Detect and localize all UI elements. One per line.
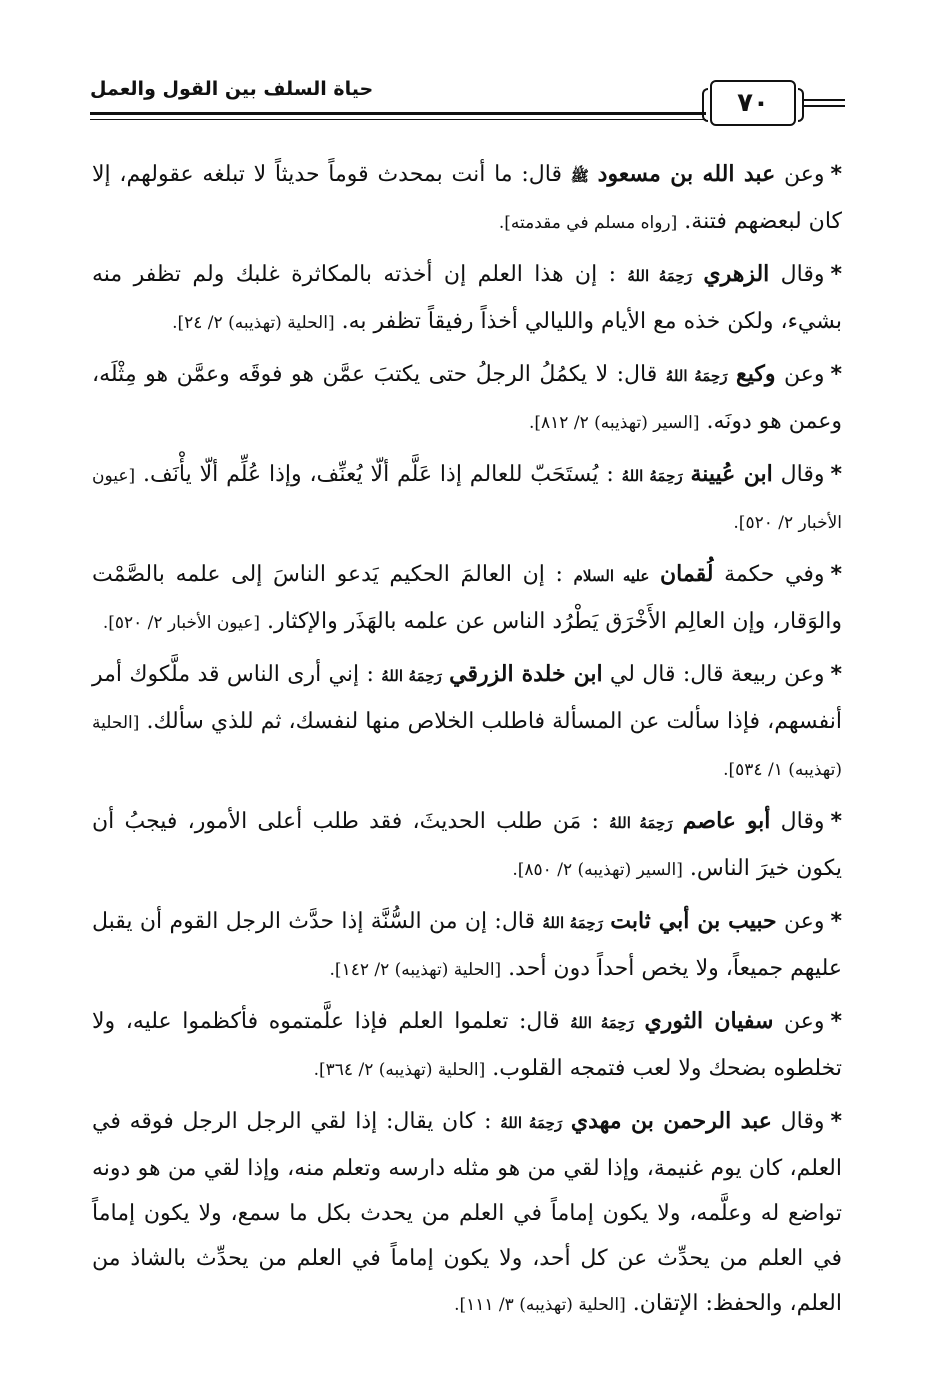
- narrator-name: سفيان الثوري: [644, 1008, 774, 1034]
- source-reference: [الحلية (تهذيبه) ٣/ ١١١].: [454, 1295, 626, 1315]
- bullet-star: *: [830, 909, 842, 934]
- header-rule-short-top: [802, 99, 845, 101]
- lead-text: وعن: [775, 362, 825, 387]
- page-header: [90, 72, 845, 132]
- quote-text: قال: لا يكمُلُ الرجلُ حتى يكتبَ عمَّن هو فوقَه وعمَّن هو مِثْلَه، وعمن هو دونَه.: [92, 362, 842, 434]
- page-number: ٧٠: [710, 80, 796, 126]
- narrator-name: ابن خلدة الزرقي: [449, 661, 603, 687]
- source-reference: [عيون الأخبار ٢/ ٥٢٠].: [102, 613, 260, 633]
- paragraph: [92, 652, 842, 793]
- paragraph: [92, 152, 842, 246]
- quote-text: : يُستَحَبّ للعالم إذا عَلَّم ألّا يُعنِّف، وإذا عُلِّم ألّا يأْنَف.: [143, 462, 614, 487]
- bullet-star: *: [830, 1009, 843, 1034]
- honorific: رَحِمَهُ اللهُ: [500, 1114, 563, 1132]
- narrator-name: عبد الرحمن بن مهدي: [570, 1108, 772, 1134]
- header-rule-thick: [90, 112, 706, 115]
- honorific: ﷺ: [570, 167, 589, 185]
- honorific: رَحِمَهُ اللهُ: [609, 814, 673, 832]
- paragraph: [92, 899, 842, 993]
- honorific: عليه السلام: [573, 567, 650, 585]
- header-rule-short-bottom: [802, 105, 845, 107]
- quote-text: : إن العالمَ الحكيم يَدعو الناسَ إلى علمه بالصَّمْت والوَقار، وإن العالِم الأَخْرَق يَطْرُد الناس عن علمه بالهَذَر والإكثار.: [92, 562, 842, 634]
- lead-text: وقال: [770, 809, 825, 834]
- quote-text: : مَن طلب الحديثَ، فقد طلب أعلى الأمور، فيجبُ أن يكون خيرَ الناس.: [92, 809, 842, 881]
- honorific: رَحِمَهُ اللهُ: [381, 667, 442, 685]
- honorific: رَحِمَهُ اللهُ: [542, 914, 603, 932]
- page-body: [92, 152, 842, 1334]
- bullet-star: *: [830, 462, 842, 487]
- lead-text: وقال: [769, 262, 825, 287]
- source-reference: [الحلية (تهذيبه) ١/ ٥٣٤].: [92, 713, 842, 780]
- narrator-name: الزهري: [703, 261, 770, 287]
- honorific: رَحِمَهُ اللهُ: [665, 367, 728, 385]
- bullet-star: *: [830, 809, 842, 834]
- source-reference: [السير (تهذيبه) ٢/ ٨٥٠].: [512, 860, 683, 880]
- lead-text: وقال: [771, 1109, 825, 1134]
- source-reference: [الحلية (تهذيبه) ٢/ ٢٤].: [172, 313, 335, 333]
- source-reference: [عيون الأخبار ٢/ ٥٢٠].: [92, 466, 842, 533]
- narrator-name: عبد الله بن مسعود: [597, 161, 776, 187]
- narrator-name: لُقمان: [660, 561, 714, 587]
- narrator-name: وكيع: [736, 361, 776, 387]
- source-reference: [الحلية (تهذيبه) ٢/ ١٤٢].: [329, 960, 502, 980]
- paragraph: [92, 1099, 842, 1328]
- narrator-name: ابن عُيينة: [690, 461, 773, 487]
- bullet-star: *: [830, 162, 842, 187]
- bullet-star: *: [830, 362, 842, 387]
- lead-text: وعن: [775, 162, 825, 187]
- lead-text: وعن: [776, 909, 825, 934]
- narrator-name: أبو عاصم: [682, 808, 771, 834]
- honorific: رَحِمَهُ اللهُ: [570, 1014, 634, 1032]
- header-rule-thin: [90, 119, 706, 120]
- paragraph: [92, 799, 842, 893]
- source-reference: [الحلية (تهذيبه) ٢/ ٣٦٤].: [313, 1060, 486, 1080]
- paragraph: [92, 352, 842, 446]
- quote-text: قال: ما أنت بمحدث قوماً حديثاً لا تبلغه عقولهم، إلا كان لبعضهم فتنة.: [92, 162, 842, 234]
- paragraph: [92, 252, 842, 346]
- source-reference: [السير (تهذيبه) ٢/ ٨١٢].: [529, 413, 700, 433]
- paragraph: [92, 552, 842, 646]
- honorific: رَحِمَهُ اللهُ: [627, 267, 692, 285]
- lead-text: وقال: [772, 462, 825, 487]
- bullet-star: *: [830, 562, 842, 587]
- running-title: حياة السلف بين القول والعمل: [90, 78, 374, 100]
- quote-text: قال: تعلموا العلم فإذا علَّمتموه فأكظموا عليه، ولا تخلطوه بضحك ولا لعب فتمجه القلوب.: [92, 1009, 842, 1081]
- quote-text: : إن هذا العلم إن أخذته بالمكاثرة غلبك ولم تظفر منه بشيء، ولكن خذه مع الأيام والليالي أخذاً رفيقاً تظفر به.: [92, 262, 842, 334]
- paragraph: [92, 999, 842, 1093]
- bullet-star: *: [830, 1109, 842, 1134]
- narrator-name: حبيب بن أبي ثابت: [610, 908, 777, 934]
- lead-text: وفي حكمة: [713, 562, 825, 587]
- paragraph: [92, 452, 842, 546]
- honorific: رَحِمَهُ اللهُ: [621, 467, 683, 485]
- quote-text: : إني أرى الناس قد ملَّكوك أمر أنفسهم، فإذا سألت عن المسألة فاطلب الخلاص منها لنفسك، ثم للذي سألك.: [92, 662, 842, 734]
- quote-text: قال: إن من السُّنَّة إذا حدَّث الرجل القوم أن يقبل عليهم جميعاً، ولا يخص أحداً دون أحد.: [92, 909, 842, 981]
- bullet-star: *: [830, 662, 842, 687]
- lead-text: وعن: [773, 1009, 825, 1034]
- lead-text: وعن ربيعة قال: قال لي: [602, 662, 825, 687]
- source-reference: [رواه مسلم في مقدمته].: [498, 213, 678, 233]
- bullet-star: *: [830, 262, 843, 287]
- quote-text: : كان يقال: إذا لقي الرجل الرجل فوقه في العلم، كان يوم غنيمة، وإذا لقي من هو مثله دارسه وتعلم منه، وإذا لقي من هو دونه تواضع له وعلَّمه، ولا يكون إماماً في العلم من يحدث بكل ما سمع، ولا يكون إماماً في العلم من يحدِّث عن كل أحد، ولا يكون إماماً في العلم من يحدِّث بالشاذ من العلم، والحفظ: الإتقان.: [92, 1109, 842, 1316]
